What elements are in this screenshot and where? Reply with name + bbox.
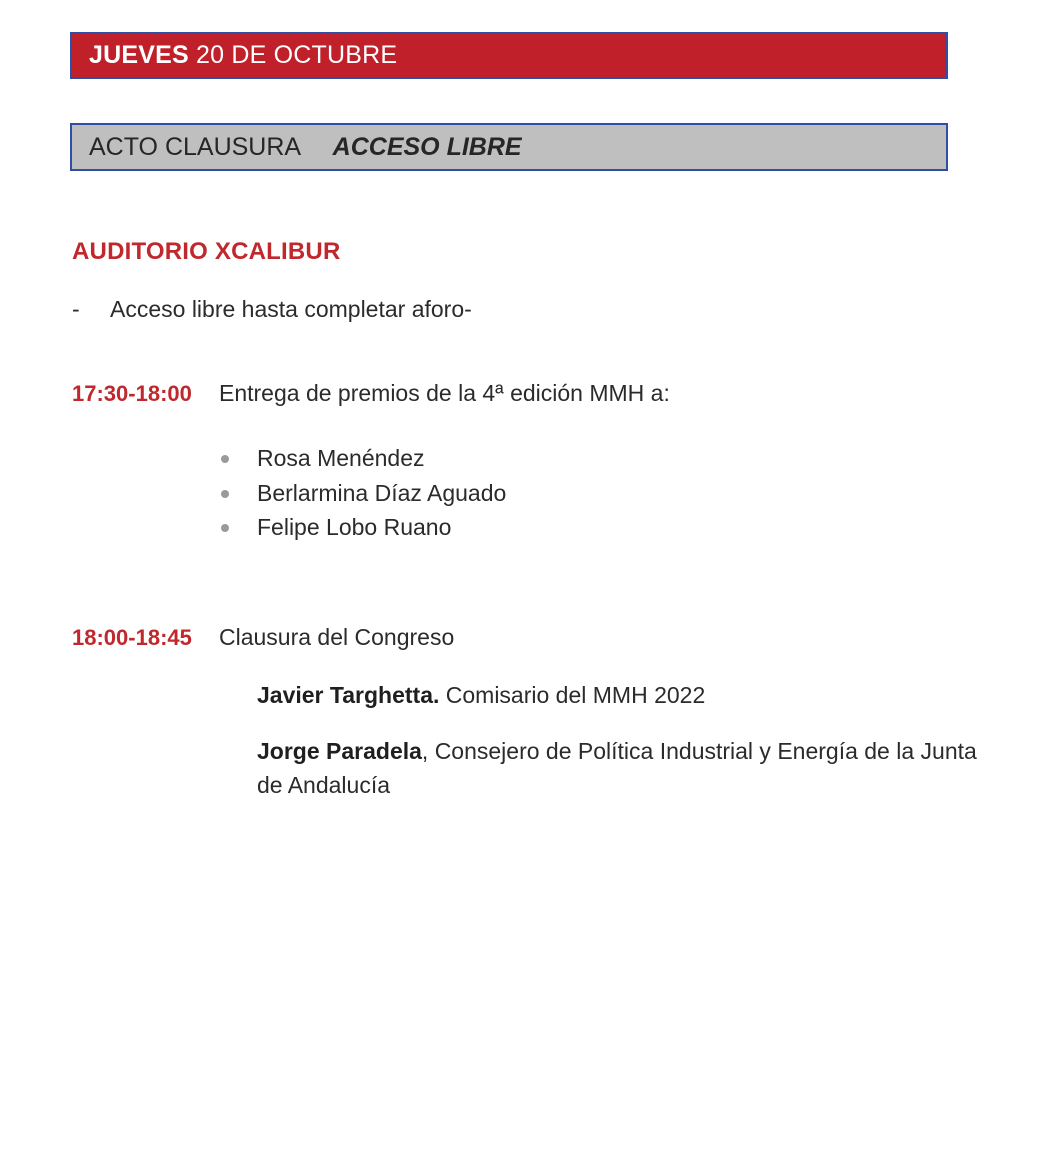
session-title-1: Entrega de premios de la 4ª edición MMH a: bbox=[219, 380, 670, 406]
speaker-line-2: de Andalucía bbox=[257, 772, 391, 798]
awardee-name: Berlarmina Díaz Aguado bbox=[257, 479, 507, 506]
speaker-1 bbox=[257, 678, 705, 712]
session-time-2: 18:00-18:45 bbox=[72, 625, 192, 650]
speaker-line-1 bbox=[257, 734, 977, 768]
awardee-name: Rosa Menéndez bbox=[257, 445, 425, 471]
day-name: JUEVES bbox=[89, 41, 189, 69]
notice-dash: - bbox=[72, 296, 80, 322]
speaker-2 bbox=[257, 734, 977, 802]
list-item bbox=[219, 510, 506, 545]
bullet-icon bbox=[221, 524, 229, 532]
act-title: ACTO CLAUSURA bbox=[89, 133, 300, 161]
awardee-list bbox=[219, 441, 506, 545]
speaker-role: , Consejero de Política Industrial y Energía de la Junta bbox=[421, 738, 977, 764]
access-notice bbox=[72, 296, 472, 323]
bullet-icon bbox=[221, 455, 229, 463]
act-banner bbox=[70, 123, 948, 171]
day-banner bbox=[70, 32, 948, 79]
venue-title: AUDITORIO XCALIBUR bbox=[72, 238, 341, 265]
date-text: 20 DE OCTUBRE bbox=[196, 41, 398, 69]
speaker-role: Comisario del MMH 2022 bbox=[439, 682, 706, 708]
awardee-name: Felipe Lobo Ruano bbox=[257, 514, 452, 540]
bullet-icon bbox=[221, 490, 229, 498]
speaker-name: Javier Targhetta. bbox=[257, 682, 440, 708]
list-item bbox=[219, 441, 506, 476]
notice-text: Acceso libre hasta completar aforo- bbox=[110, 296, 472, 322]
session-time-1: 17:30-18:00 bbox=[72, 381, 192, 406]
speaker-name: Jorge Paradela bbox=[257, 738, 422, 764]
access-label: ACCESO LIBRE bbox=[332, 133, 522, 161]
session-title-2: Clausura del Congreso bbox=[219, 624, 455, 650]
list-item bbox=[219, 476, 506, 511]
